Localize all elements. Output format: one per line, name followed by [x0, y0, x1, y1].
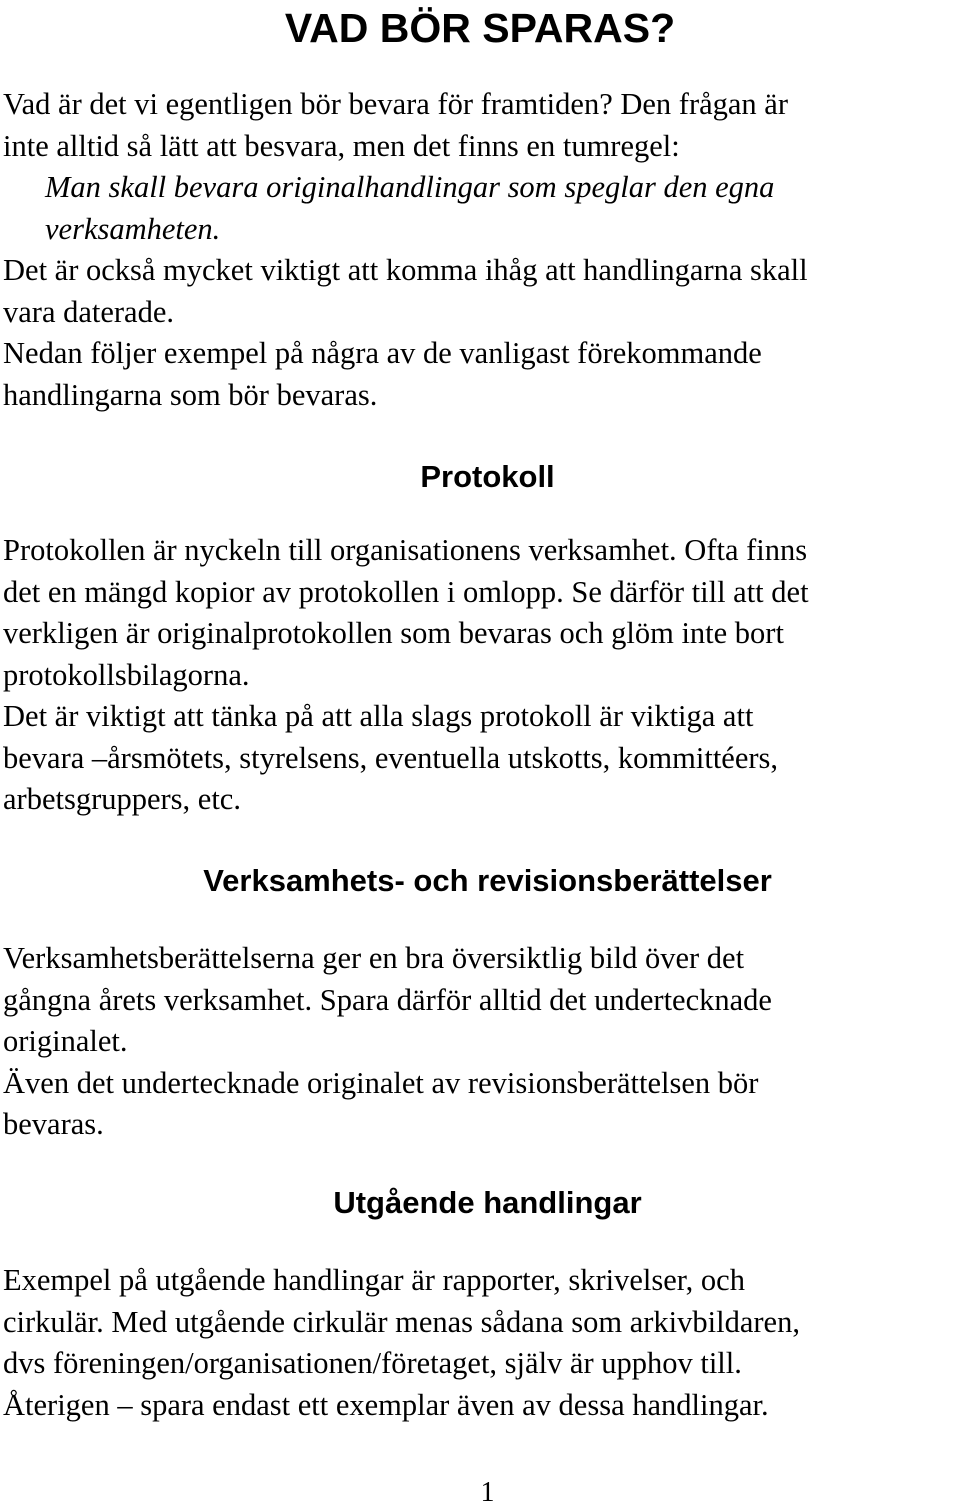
text-line: Nedan följer exempel på några av de vanligast förekommande	[3, 336, 762, 370]
page-title: VAD BÖR SPARAS?	[284, 5, 676, 51]
intro-paragraph	[3, 84, 958, 416]
text-line: cirkulär. Med utgående cirkulär menas sådana som arkivbildaren,	[3, 1304, 800, 1339]
text-line: originalet.	[3, 1024, 128, 1058]
text-line: Det är också mycket viktigt att komma ihåg att handlingarna skall	[3, 253, 808, 287]
text-line: Även det undertecknade originalet av revisionsberättelsen bör	[3, 1065, 759, 1100]
section-body-protokoll	[3, 530, 958, 821]
page-number: 1	[480, 1477, 495, 1508]
text-line: arbetsgruppers, etc.	[3, 782, 241, 816]
text-line: verkligen är originalprotokollen som bevaras och glöm inte bort	[3, 616, 784, 650]
section-body-verksamhet	[3, 938, 958, 1146]
text-line: inte alltid så lätt att besvara, men det finns en tumregel:	[3, 128, 680, 163]
text-line: Det är viktigt att tänka på att alla slags protokoll är viktiga att	[3, 699, 754, 733]
rule-text-line: verksamheten.	[45, 211, 221, 246]
text-line: dvs föreningen/organisationen/företaget, själv är upphov till.	[3, 1346, 742, 1380]
section-heading-protokoll: Protokoll	[420, 459, 555, 494]
section-heading-verksamhet: Verksamhets- och revisionsberättelser	[203, 863, 772, 898]
text-line: Verksamhetsberättelserna ger en bra översiktlig bild över det	[3, 941, 745, 975]
rule-text-line: Man skall bevara originalhandlingar som speglar den egna	[45, 170, 775, 204]
text-line: protokollsbilagorna.	[3, 657, 250, 692]
text-line: gångna årets verksamhet. Spara därför alltid det undertecknade	[3, 982, 772, 1017]
text-line: Exempel på utgående handlingar är rapporter, skrivelser, och	[3, 1263, 745, 1297]
text-line: det en mängd kopior av protokollen i omlopp. Se därför till att det	[3, 574, 809, 609]
section-body-utgaende	[3, 1260, 958, 1426]
text-line: vara daterade.	[3, 294, 175, 329]
section-heading-utgaende: Utgående handlingar	[333, 1185, 642, 1220]
text-line: handlingarna som bör bevaras.	[3, 377, 378, 412]
text-line: bevaras.	[3, 1107, 104, 1141]
text-line: Vad är det vi egentligen bör bevara för framtiden? Den frågan är	[3, 87, 789, 121]
text-line: Återigen – spara endast ett exemplar även av dessa handlingar.	[3, 1387, 769, 1422]
text-line: bevara –årsmötets, styrelsens, eventuella utskotts, kommittéers,	[3, 740, 779, 775]
text-line: Protokollen är nyckeln till organisationens verksamhet. Ofta finns	[3, 533, 808, 567]
